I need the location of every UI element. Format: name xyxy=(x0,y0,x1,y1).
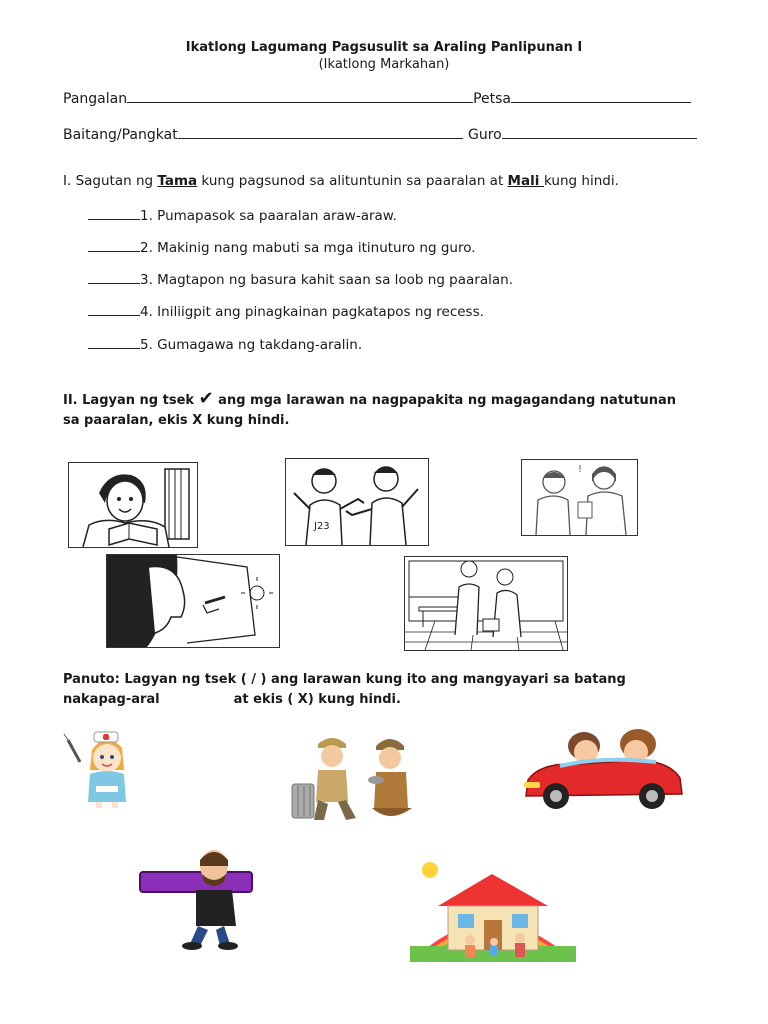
page-title: Ikatlong Lagumang Pagsusulit sa Araling Panlipunan I xyxy=(185,40,583,55)
svg-text:J23: J23 xyxy=(314,521,330,532)
grade-field xyxy=(63,124,463,143)
answer-blank[interactable] xyxy=(88,207,140,220)
teacher-line[interactable] xyxy=(502,124,697,139)
part2-instruction-line2: sa paaralan, ekis X kung hindi. xyxy=(63,413,290,428)
students-talking-icon xyxy=(521,459,638,536)
panuto-line2 xyxy=(63,692,401,707)
item-text: 1. Pumapasok sa paaralan araw-araw. xyxy=(140,208,397,224)
svg-text:!: ! xyxy=(578,464,583,475)
beggars-icon xyxy=(288,728,426,828)
answer-blank[interactable] xyxy=(88,303,140,316)
item-text: 5. Gumagawa ng takdang-aralin. xyxy=(140,337,363,353)
part2-prefix: II. Lagyan ng tsek xyxy=(63,393,199,408)
family-house-icon xyxy=(410,858,576,962)
part2-suffix: ang mga larawan na nagpapakita ng magagandang natutunan xyxy=(213,393,677,408)
list-item xyxy=(88,239,476,256)
list-item xyxy=(88,336,362,353)
answer-blank[interactable] xyxy=(88,271,140,284)
item-text: 4. Iniliigpit ang pinagkainan pagkatapos ng recess. xyxy=(140,304,484,320)
list-item xyxy=(88,303,484,320)
child-drawing-icon xyxy=(106,554,280,648)
list-item xyxy=(88,271,513,288)
item-text: 3. Magtapon ng basura kahit saan sa loob ng paaralan. xyxy=(140,272,513,288)
answer-blank[interactable] xyxy=(88,336,140,349)
family-car-icon xyxy=(520,728,688,812)
grade-line[interactable] xyxy=(178,124,463,139)
panuto-line2-b: at ekis ( X) kung hindi. xyxy=(233,692,401,707)
teacher-field xyxy=(468,124,697,143)
mali-word: Mali xyxy=(507,173,545,189)
grade-label: Baitang/Pangkat xyxy=(63,127,178,143)
part1-instruction-prefix: I. Sagutan ng xyxy=(63,173,158,189)
name-line[interactable] xyxy=(127,88,473,103)
girl-reading-icon xyxy=(68,462,198,548)
panuto-line2-a: nakapag-aral xyxy=(63,692,160,707)
name-field xyxy=(63,88,691,107)
page-subtitle: (Ikatlong Markahan) xyxy=(318,57,450,72)
part1-instruction-middle: kung pagsunod sa alituntunin sa paaralan at xyxy=(197,173,508,189)
man-carrying-box-icon xyxy=(136,846,260,952)
answer-blank[interactable] xyxy=(88,239,140,252)
name-label: Pangalan xyxy=(63,91,128,107)
panuto-line1: Panuto: Lagyan ng tsek ( / ) ang larawan kung ito ang mangyayari sa batang xyxy=(63,672,626,687)
teacher-label: Guro xyxy=(468,127,502,143)
item-text: 2. Makinig nang mabuti sa mga itinuturo ng guro. xyxy=(140,240,476,256)
date-line[interactable] xyxy=(511,88,691,103)
children-cleaning-icon xyxy=(404,556,568,651)
date-label: Petsa xyxy=(473,91,511,107)
nurse-icon xyxy=(60,726,150,810)
tama-word: Tama xyxy=(157,173,198,189)
boys-fighting-icon xyxy=(285,458,429,546)
check-icon: ✔ xyxy=(198,388,214,409)
part1-instruction xyxy=(63,173,619,189)
part2-instruction-line1 xyxy=(63,388,676,409)
list-item xyxy=(88,207,397,224)
part1-instruction-suffix: kung hindi. xyxy=(544,173,619,189)
